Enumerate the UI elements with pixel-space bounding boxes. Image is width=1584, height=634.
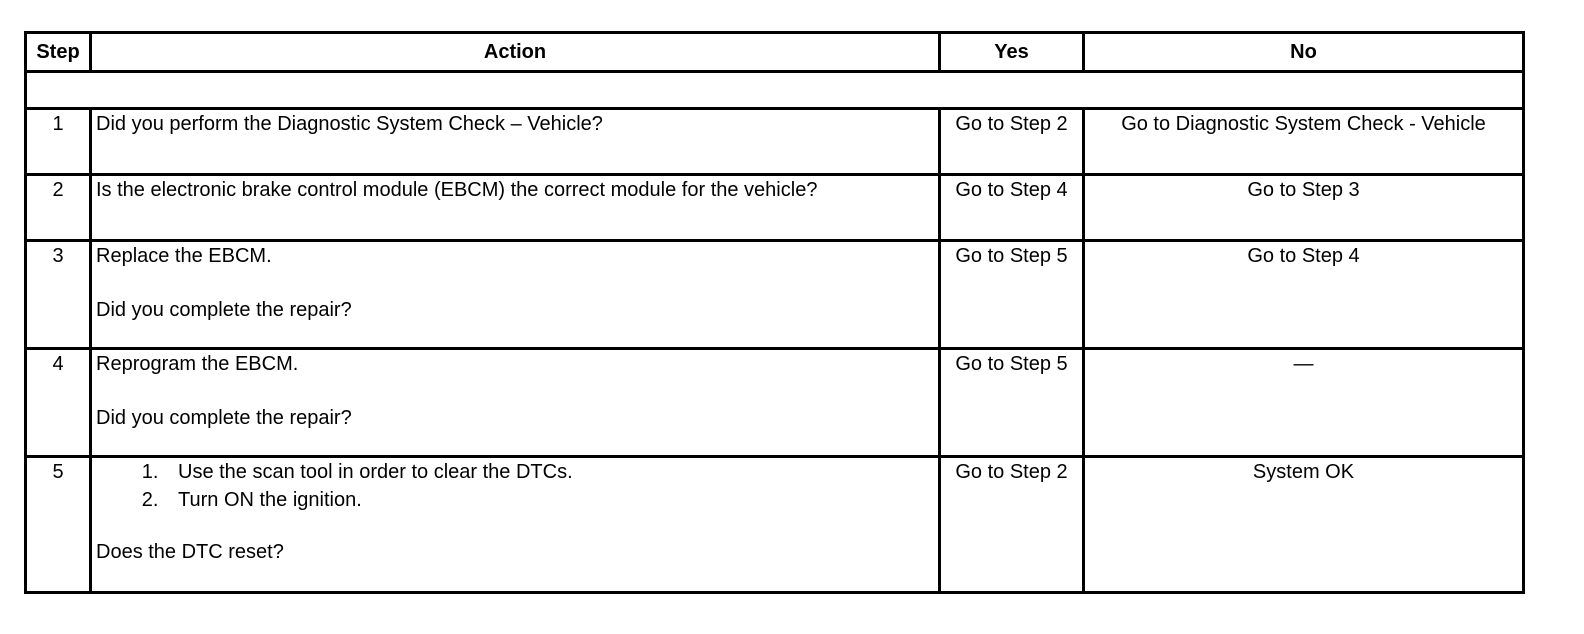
action-text: Is the electronic brake control module (EBCM) the correct module for the vehicle? [91, 175, 940, 241]
action-question: Did you complete the repair? [96, 407, 352, 429]
header-step: Step [26, 33, 91, 72]
action-question: Does the DTC reset? [96, 541, 284, 563]
step-number: 2 [26, 175, 91, 241]
action-text: Did you perform the Diagnostic System Check – Vehicle? [91, 109, 940, 175]
action-text: Reprogram the EBCM. [96, 353, 299, 375]
no-cell: System OK [1084, 457, 1524, 593]
header-no: No [1084, 33, 1524, 72]
table-row [26, 349, 1524, 457]
action-text: Replace the EBCM. [96, 245, 272, 267]
no-cell: Go to Step 4 [1084, 241, 1524, 349]
no-cell: Go to Diagnostic System Check - Vehicle [1084, 109, 1524, 175]
header-action: Action [91, 33, 940, 72]
no-cell: Go to Step 3 [1084, 175, 1524, 241]
table-row [26, 109, 1524, 175]
table-row [26, 457, 1524, 593]
step-number: 3 [26, 241, 91, 349]
step-number: 4 [26, 349, 91, 457]
header-yes: Yes [940, 33, 1084, 72]
diagnostic-table [24, 31, 1525, 594]
spacer-row [26, 72, 1524, 109]
step-number: 5 [26, 457, 91, 593]
action-cell [91, 349, 940, 457]
yes-cell: Go to Step 5 [940, 349, 1084, 457]
table-row [26, 241, 1524, 349]
action-cell [91, 457, 940, 593]
no-cell: — [1084, 349, 1524, 457]
yes-cell: Go to Step 4 [940, 175, 1084, 241]
yes-cell: Go to Step 2 [940, 457, 1084, 593]
substep-item: 2. Turn ON the ignition. [164, 486, 934, 514]
yes-cell: Go to Step 5 [940, 241, 1084, 349]
substep-item: 1. Use the scan tool in order to clear the DTCs. [164, 458, 934, 486]
yes-cell: Go to Step 2 [940, 109, 1084, 175]
step-number: 1 [26, 109, 91, 175]
table-row [26, 175, 1524, 241]
header-row [26, 33, 1524, 72]
action-cell [91, 241, 940, 349]
action-question: Did you complete the repair? [96, 299, 352, 321]
substep-list [96, 458, 934, 514]
